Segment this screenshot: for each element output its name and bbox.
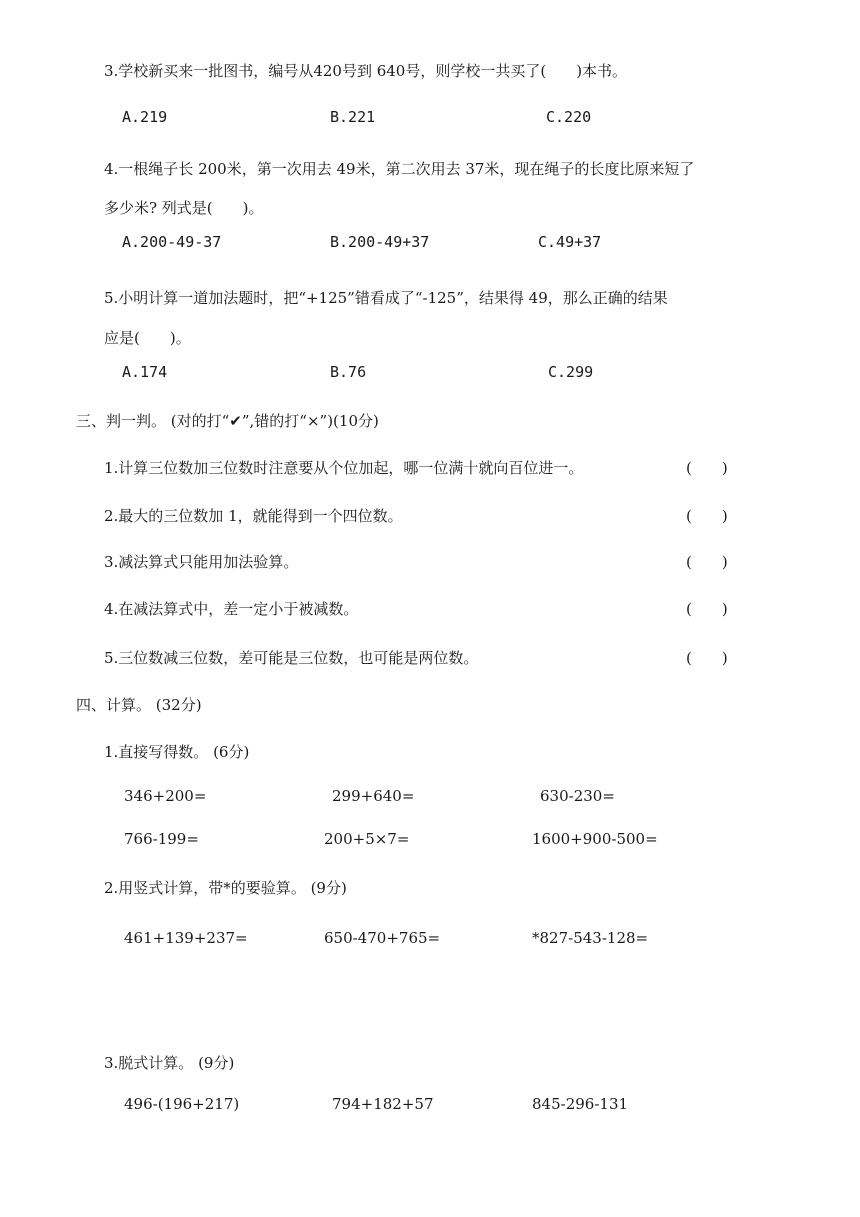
- judge-item-2: 2.最大的三位数加 1，就能得到一个四位数。: [104, 507, 403, 525]
- vertical-calc-2: 650-470+765=: [324, 929, 441, 947]
- question-4-line-1: 4.一根绳子长 200米，第一次用去 49米，第二次用去 37米，现在绳子的长度比原来短了: [104, 160, 695, 178]
- mental-calc-1: 346+200=: [124, 787, 207, 805]
- judge-answer-bracket-1: ( ): [686, 459, 728, 477]
- mental-calc-3: 630-230=: [540, 787, 615, 805]
- question-5-line-1: 5.小明计算一道加法题时，把“+125”错看成了“-125”，结果得 49，那么正确的结果: [104, 289, 668, 307]
- question-4-option-a: A.200-49-37: [122, 233, 222, 251]
- question-3-option-b: B.221: [330, 108, 376, 126]
- judge-item-4: 4.在减法算式中，差一定小于被减数。: [104, 600, 359, 618]
- question-3-text: 3.学校新买来一批图书，编号从420号到 640号，则学校一共买了( )本书。: [104, 62, 628, 80]
- mental-calc-2: 299+640=: [332, 787, 415, 805]
- judge-answer-bracket-4: ( ): [686, 600, 728, 618]
- judge-item-5: 5.三位数减三位数，差可能是三位数，也可能是两位数。: [104, 649, 479, 667]
- question-5-option-c: C.299: [548, 363, 594, 381]
- compute-part-2-title: 2.用竖式计算，带*的要验算。 (9分): [104, 879, 347, 897]
- judge-answer-bracket-5: ( ): [686, 649, 728, 667]
- compute-part-3-title: 3.脱式计算。 (9分): [104, 1054, 235, 1072]
- question-4-line-2: 多少米? 列式是( )。: [104, 199, 264, 217]
- stepwise-calc-1: 496-(196+217): [124, 1095, 240, 1113]
- question-5-option-b: B.76: [330, 363, 367, 381]
- vertical-calc-1: 461+139+237=: [124, 929, 248, 947]
- judge-item-1: 1.计算三位数加三位数时注意要从个位加起，哪一位满十就向百位进一。: [104, 459, 584, 477]
- mental-calc-5: 200+5×7=: [324, 830, 410, 848]
- judge-answer-bracket-3: ( ): [686, 553, 728, 571]
- stepwise-calc-3: 845-296-131: [532, 1095, 629, 1113]
- question-3-option-c: C.220: [546, 108, 592, 126]
- judge-item-3: 3.减法算式只能用加法验算。: [104, 553, 299, 571]
- section-4-heading: 四、计算。 (32分): [76, 696, 202, 714]
- question-5-line-2: 应是( )。: [104, 329, 191, 347]
- mental-calc-4: 766-199=: [124, 830, 199, 848]
- mental-calc-6: 1600+900-500=: [532, 830, 658, 848]
- compute-part-1-title: 1.直接写得数。 (6分): [104, 743, 250, 761]
- question-3-option-a: A.219: [122, 108, 168, 126]
- stepwise-calc-2: 794+182+57: [332, 1095, 434, 1113]
- judge-answer-bracket-2: ( ): [686, 507, 728, 525]
- question-5-option-a: A.174: [122, 363, 168, 381]
- vertical-calc-3: *827-543-128=: [532, 929, 649, 947]
- section-3-heading: 三、判一判。 (对的打“✔”,错的打“×”)(10分): [76, 412, 379, 430]
- question-4-option-b: B.200-49+37: [330, 233, 430, 251]
- question-4-option-c: C.49+37: [538, 233, 602, 251]
